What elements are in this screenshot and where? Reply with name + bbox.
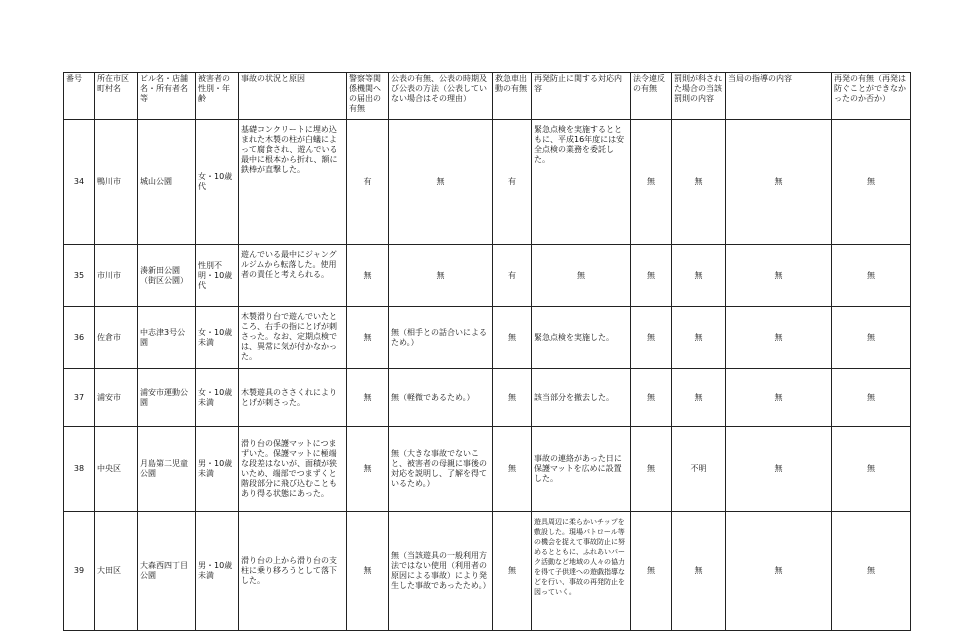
row-penalty: 無 — [672, 120, 726, 245]
row-guidance: 無 — [726, 307, 832, 369]
row-ambulance: 無 — [493, 427, 532, 512]
header-city: 所在市区町村名 — [95, 73, 138, 120]
row-ambulance: 無 — [493, 512, 532, 631]
row-police: 無 — [347, 307, 389, 369]
row-no: 37 — [64, 369, 95, 427]
table-row — [64, 245, 911, 307]
row-guidance: 無 — [726, 369, 832, 427]
row-penalty: 無 — [672, 512, 726, 631]
row-prevention: 遊具周辺に柔らかいチップを敷設した。現場パトロール等の機会を捉えて事故防止に努めるとともに、ふれあいパーク活動など地域の人々の協力を得て子供達への遊戯指導などを行い、事故の再発防止を図っていく。 — [532, 512, 631, 631]
table-row — [64, 369, 911, 427]
row-guidance: 無 — [726, 512, 832, 631]
row-violation: 無 — [631, 307, 672, 369]
row-situation: 滑り台の保護マットにつまずいた。保護マットに極端な段差はないが、面積が狭いため、端部でつまずくと階段部分に飛び込むこともあり得る状態にあった。 — [239, 427, 347, 512]
row-police: 無 — [347, 369, 389, 427]
row-publication: 無（軽微であるため。） — [389, 369, 493, 427]
header-row — [64, 73, 911, 120]
row-city: 大田区 — [95, 512, 138, 631]
row-police: 有 — [347, 120, 389, 245]
row-victim: 女・10歳代 — [196, 120, 239, 245]
row-recurrence: 無 — [832, 245, 911, 307]
header-guidance: 当局の指導の内容 — [726, 73, 832, 120]
header-publication: 公表の有無、公表の時期及び公表の方法（公表していない場合はその理由） — [389, 73, 493, 120]
row-no: 39 — [64, 512, 95, 631]
row-penalty: 無 — [672, 307, 726, 369]
row-situation: 木製滑り台で遊んでいたところ、右手の指にとげが刺さった。なお、定期点検では、異常に気が付かなかった。 — [239, 307, 347, 369]
table-row — [64, 512, 911, 631]
row-recurrence: 無 — [832, 427, 911, 512]
row-police: 無 — [347, 245, 389, 307]
row-no: 35 — [64, 245, 95, 307]
row-facility: 月島第二児童公園 — [138, 427, 196, 512]
row-ambulance: 有 — [493, 245, 532, 307]
row-recurrence: 無 — [832, 512, 911, 631]
header-victim: 被害者の性別・年齢 — [196, 73, 239, 120]
row-publication: 無（大きな事故でないこと、被害者の母親に事後の対応を説明し、了解を得ているため。） — [389, 427, 493, 512]
row-victim: 男・10歳未満 — [196, 512, 239, 631]
row-publication: 無 — [389, 245, 493, 307]
table-row — [64, 307, 911, 369]
row-prevention: 該当部分を撤去した。 — [532, 369, 631, 427]
header-penalty: 罰則が科された場合の当該罰則の内容 — [672, 73, 726, 120]
header-no: 番号 — [64, 73, 95, 120]
row-facility: 中志津3号公園 — [138, 307, 196, 369]
row-violation: 無 — [631, 369, 672, 427]
row-victim: 女・10歳未満 — [196, 307, 239, 369]
row-violation: 無 — [631, 427, 672, 512]
header-ambulance: 救急車出動の有無 — [493, 73, 532, 120]
table-row — [64, 427, 911, 512]
row-city: 中央区 — [95, 427, 138, 512]
header-prevention: 再発防止に関する対応内容 — [532, 73, 631, 120]
row-violation: 無 — [631, 245, 672, 307]
header-violation: 法令違反の有無 — [631, 73, 672, 120]
row-victim: 女・10歳未満 — [196, 369, 239, 427]
header-situation: 事故の状況と原因 — [239, 73, 347, 120]
row-no: 36 — [64, 307, 95, 369]
row-situation: 木製遊具のささくれによりとげが刺さった。 — [239, 369, 347, 427]
row-police: 無 — [347, 512, 389, 631]
row-city: 市川市 — [95, 245, 138, 307]
row-prevention: 無 — [532, 245, 631, 307]
row-recurrence: 無 — [832, 120, 911, 245]
row-city: 佐倉市 — [95, 307, 138, 369]
row-penalty: 無 — [672, 369, 726, 427]
row-penalty: 不明 — [672, 427, 726, 512]
row-prevention: 緊急点検を実施した。 — [532, 307, 631, 369]
row-city: 浦安市 — [95, 369, 138, 427]
row-facility: 湊新田公園（街区公園） — [138, 245, 196, 307]
row-violation: 無 — [631, 120, 672, 245]
row-penalty: 無 — [672, 245, 726, 307]
header-police: 警察等関係機関への届出の有無 — [347, 73, 389, 120]
row-ambulance: 有 — [493, 120, 532, 245]
accident-report-table — [63, 72, 911, 631]
row-violation: 無 — [631, 512, 672, 631]
row-no: 34 — [64, 120, 95, 245]
row-victim: 男・10歳未満 — [196, 427, 239, 512]
row-facility: 浦安市運動公園 — [138, 369, 196, 427]
row-situation: 滑り台の上から滑り台の支柱に乗り移ろうとして落下した。 — [239, 512, 347, 631]
row-facility: 城山公園 — [138, 120, 196, 245]
row-victim: 性別不明・10歳代 — [196, 245, 239, 307]
table-row — [64, 120, 911, 245]
row-no: 38 — [64, 427, 95, 512]
row-prevention: 緊急点検を実施するとともに、平成16年度には安全点検の業務を委託した。 — [532, 120, 631, 245]
row-facility: 大森西四丁目公園 — [138, 512, 196, 631]
row-city: 鴨川市 — [95, 120, 138, 245]
row-recurrence: 無 — [832, 307, 911, 369]
row-publication: 無（相手との話合いによるため。） — [389, 307, 493, 369]
row-guidance: 無 — [726, 245, 832, 307]
row-police: 無 — [347, 427, 389, 512]
header-facility: ビル名・店舗名・所有者名等 — [138, 73, 196, 120]
row-guidance: 無 — [726, 427, 832, 512]
row-situation: 基礎コンクリートに埋め込まれた木製の柱が白蟻によって腐食され、遊んでいる最中に根本から折れ、額に鉄棒が直撃した。 — [239, 120, 347, 245]
header-recurrence: 再発の有無（再発は防ぐことができなかったのか否か） — [832, 73, 911, 120]
row-ambulance: 無 — [493, 307, 532, 369]
row-publication: 無（当該遊具の一般利用方法ではない使用（利用者の原因による事故）により発生した事故であったため。） — [389, 512, 493, 631]
row-publication: 無 — [389, 120, 493, 245]
row-guidance: 無 — [726, 120, 832, 245]
row-ambulance: 無 — [493, 369, 532, 427]
row-prevention: 事故の連絡があった日に保護マットを広めに設置した。 — [532, 427, 631, 512]
row-recurrence: 無 — [832, 369, 911, 427]
row-situation: 遊んでいる最中にジャングルジムから転落した。使用者の責任と考えられる。 — [239, 245, 347, 307]
